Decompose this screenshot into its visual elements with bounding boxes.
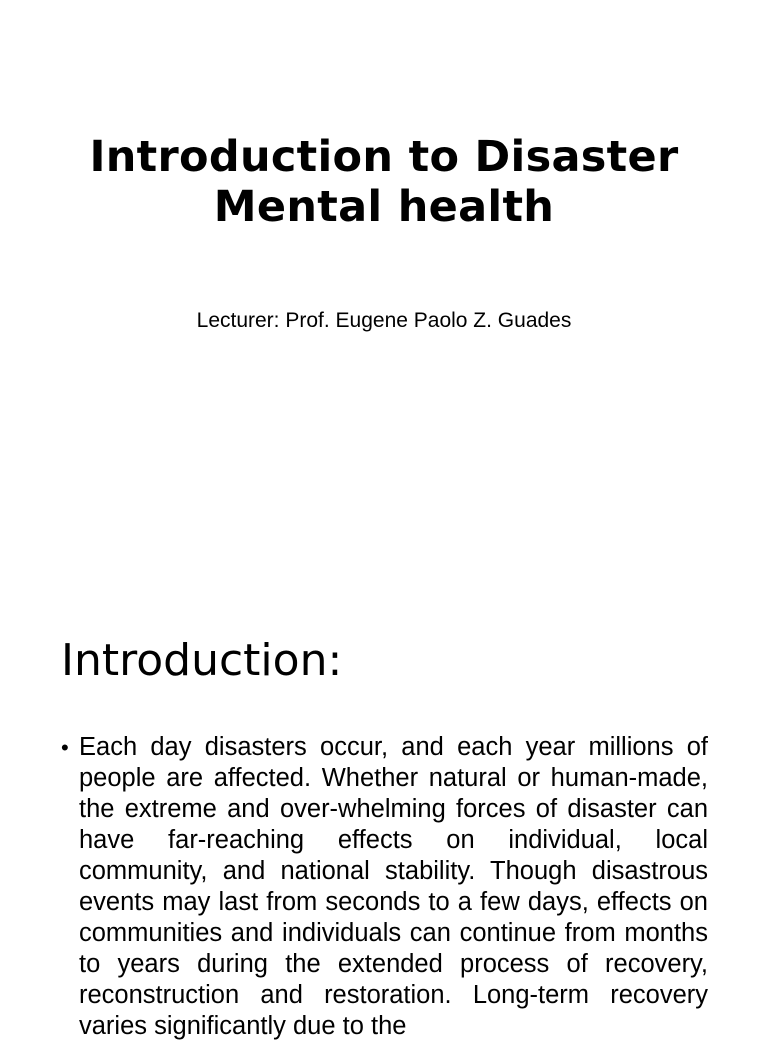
content-slide <box>0 576 768 1040</box>
lecturer-subtitle: Lecturer: Prof. Eugene Paolo Z. Guades <box>196 309 572 332</box>
slide-title <box>40 132 728 232</box>
bullet-text: Each day disasters occur, and each year millions of people are affected. Whether natural or human-made, the extreme and over-whelming forces of disaster can have far-reaching effects on individual, local community, and national stability. Though disastrous events may last from seconds to a few days, effects on communities and individuals can continue from months to years during the extended process of recovery, reconstruction and restoration. Long-term recovery varies significantly due to the <box>79 733 708 1040</box>
slide-title-line: Introduction to Disaster <box>89 132 679 182</box>
bullet-item <box>61 732 708 1042</box>
slide-title-line: Mental health <box>213 182 555 232</box>
bullet-list <box>61 732 708 1042</box>
section-heading: Introduction: <box>61 635 343 686</box>
bullet-dot-icon: • <box>61 735 69 760</box>
